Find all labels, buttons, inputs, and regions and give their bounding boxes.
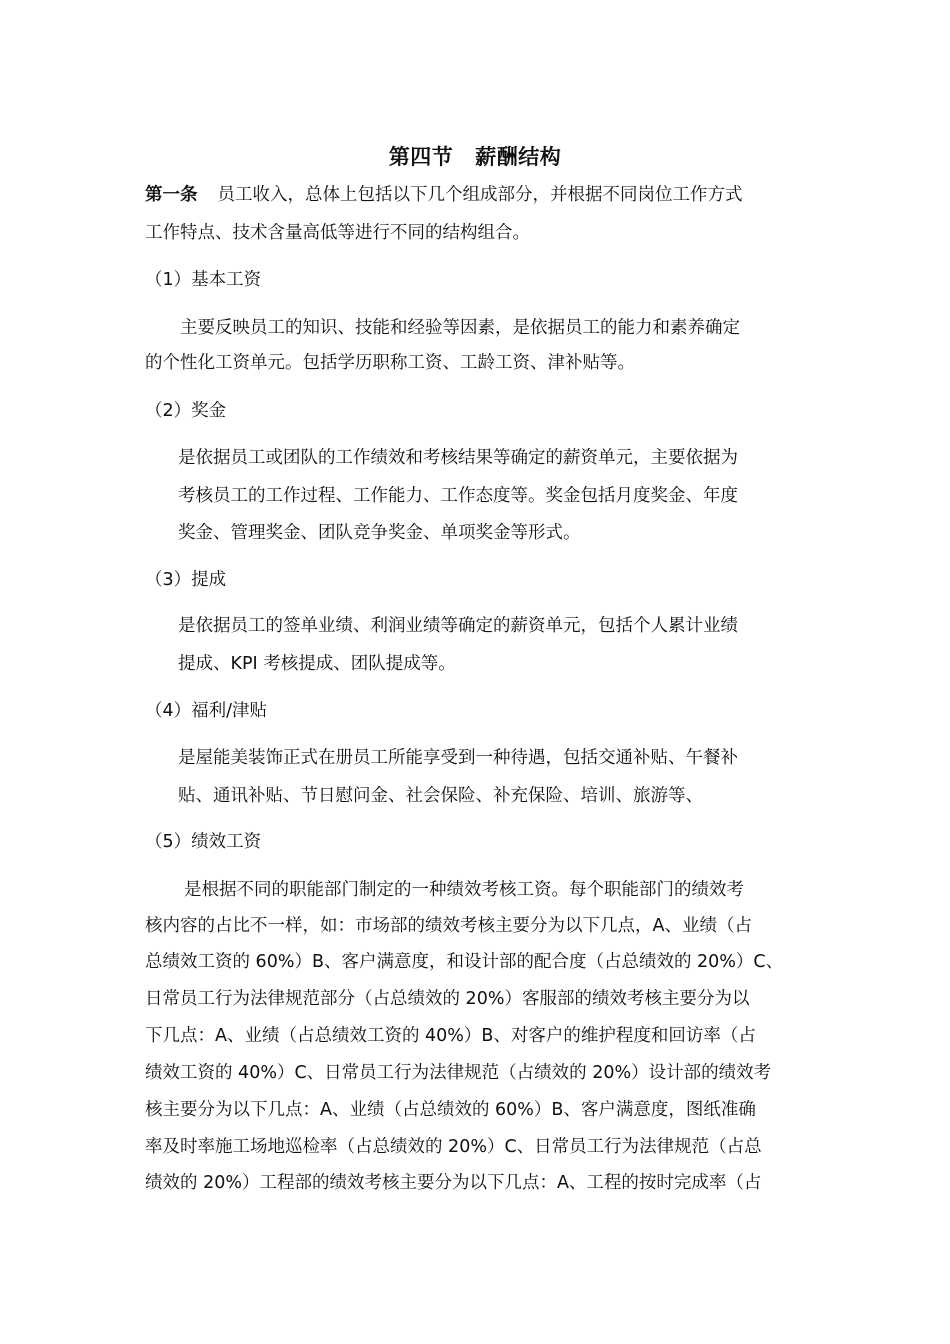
item-text-line: 是依据员工或团队的工作绩效和考核结果等确定的薪资单元，主要依据为: [178, 448, 738, 468]
item-text-line: 的个性化工资单元。包括学历职称工资、工龄工资、津补贴等。: [145, 353, 635, 373]
section-name: 薪酬结构: [475, 145, 562, 169]
item-text-line: 提成、KPI 考核提成、团队提成等。: [178, 654, 456, 674]
article-text-1: 员工收入，总体上包括以下几个组成部分，并根据不同岗位工作方式: [217, 185, 743, 205]
item-heading-bonus: （2）奖金: [145, 401, 227, 421]
item-text-line: 主要反映员工的知识、技能和经验等因素，是依据员工的能力和素养确定: [180, 318, 740, 338]
item-text-line: 奖金、管理奖金、团队竞争奖金、单项奖金等形式。: [178, 523, 581, 543]
item-text-line: 贴、通讯补贴、节日慰问金、社会保险、补充保险、培训、旅游等、: [178, 786, 703, 806]
section-title: [0, 141, 950, 171]
item-text-line: 是依据员工的签单业绩、利润业绩等确定的薪资单元，包括个人累计业绩: [178, 616, 738, 636]
section-number: 第四节: [388, 145, 454, 169]
item-heading-commission: （3）提成: [145, 570, 227, 590]
item-text-line: 是根据不同的职能部门制定的一种绩效考核工资。每个职能部门的绩效考: [184, 880, 744, 900]
item-heading-basic-salary: （1）基本工资: [145, 270, 262, 290]
item-text-line: 总绩效工资的 60%）B、客户满意度，和设计部的配合度（占总绩效的 20%）C、: [145, 952, 784, 972]
item-text-line: 是屋能美装饰正式在册员工所能享受到一种待遇，包括交通补贴、午餐补: [178, 748, 738, 768]
item-text-line: 率及时率施工场地巡检率（占总绩效的 20%）C、日常员工行为法律规范（占总: [145, 1137, 762, 1157]
item-text-line: 日常员工行为法律规范部分（占总绩效的 20%）客服部的绩效考核主要分为以: [145, 989, 750, 1009]
article-line-2: 工作特点、技术含量高低等进行不同的结构组合。: [145, 223, 530, 243]
item-heading-performance-pay: （5）绩效工资: [145, 832, 262, 852]
item-text-line: 核主要分为以下几点：A、业绩（占总绩效的 60%）B、客户满意度，图纸准确: [145, 1100, 756, 1120]
item-text-line: 绩效工资的 40%）C、日常员工行为法律规范（占绩效的 20%）设计部的绩效考: [145, 1063, 772, 1083]
item-text-line: 下几点：A、业绩（占总绩效工资的 40%）B、对客户的维护程度和回访率（占: [145, 1026, 756, 1046]
item-text-line: 绩效的 20%）工程部的绩效考核主要分为以下几点：A、工程的按时完成率（占: [145, 1173, 762, 1193]
item-text-line: 考核员工的工作过程、工作能力、工作态度等。奖金包括月度奖金、年度: [178, 486, 738, 506]
article-line-1: [145, 184, 743, 206]
article-label: 第一条: [145, 185, 198, 205]
item-text-line: 核内容的占比不一样，如：市场部的绩效考核主要分为以下几点，A、业绩（占: [145, 916, 752, 936]
item-heading-welfare: （4）福利/津贴: [145, 701, 268, 721]
